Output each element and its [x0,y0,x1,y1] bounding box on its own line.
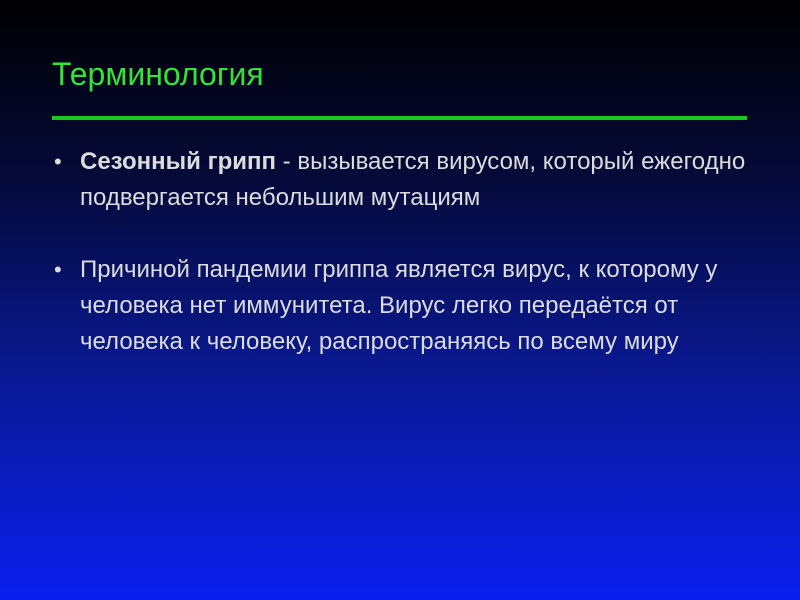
bullet-term: Сезонный грипп [80,148,276,175]
bullet-item-seasonal-flu [52,144,752,216]
bullet-dot-icon: • [54,149,62,174]
bullet-text: Причиной пандемии гриппа является вирус, к которому у человека нет иммунитета. Вирус легко передаётся от человека к человеку, распространяясь по всему миру [80,256,718,355]
bullet-text: - вызывается вирусом, который ежегодно подвергается небольшим мутациям [80,148,746,211]
title-divider [52,116,747,120]
slide-title: Терминология [52,56,264,92]
bullet-item-pandemic [52,252,752,360]
bullet-dot-icon: • [54,257,62,282]
bullet-list [52,144,752,396]
